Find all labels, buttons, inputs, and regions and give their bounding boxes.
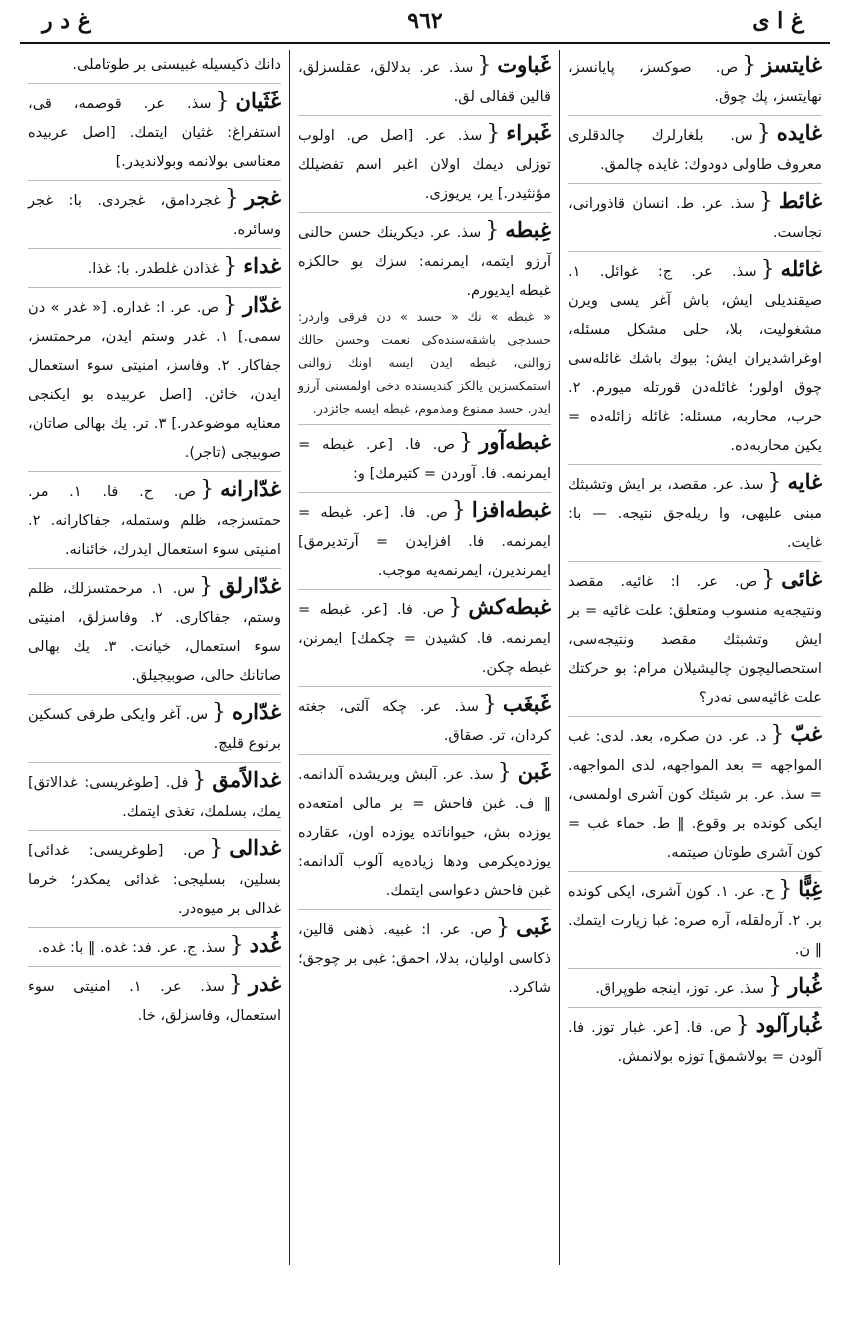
dictionary-entry: [568, 467, 822, 562]
entry-definition: سذ. ج. عر. فد: غده. ‖ با: غده.: [37, 939, 226, 956]
entry-brace: {: [742, 53, 757, 78]
entry-definition: ص. عر. ا: غداره. [« غدر » دن سمى.] ١. غدر وستم ايدن، مرحمتسز، جفاكار. ٢. وفاسز، امنيتى سوء استعمال ايدن، خائن. [اصل عربيده بو ايكنجى معنايه موضوعدر.] ٣. تر. يك بهالى صاتان، صوبيجى (تاجر).: [28, 299, 281, 461]
entry-headword: غدّاره: [232, 699, 281, 724]
entry-headword: غبطه‌آور: [479, 429, 551, 454]
dictionary-entry: [28, 474, 281, 569]
entry-brace: {: [477, 53, 492, 78]
entry-headword: غدالاًمق: [212, 767, 281, 792]
entry-brace: {: [770, 722, 785, 747]
entry-definition: سذ. عر. آلبش ويريشده آلدانمه. ‖ ف. غبن فاحش = بر مالى امتعه‌ده يوزده بش، حيواناتده يوزده اون، عقارده يوزده‌يكرمى ودها زياده‌يه آلوب آلدانمه: غبن فاحش دعواسى ايتمك.: [298, 766, 551, 899]
entry-headword: غداء: [243, 253, 281, 278]
entry-headword: غدالى: [229, 835, 281, 860]
entry-headword: غجر: [244, 185, 281, 210]
entry-headword: غَبى: [516, 914, 551, 939]
entry-brace: {: [756, 121, 771, 146]
header-letters-left: غ د ر: [42, 8, 91, 34]
dictionary-entry: [298, 427, 551, 493]
entry-headword: غايه: [787, 469, 822, 494]
entry-brace: {: [758, 189, 773, 214]
entry-definition: س. ١. مرحمتسزلك، ظلم وستم، جفاكارى. ٢. وفاسزلق، امنيتى سوء استعمال، خيانت. ٣. يك بهالى صاتانك حالى، صوبيجيلق.: [28, 580, 282, 684]
entry-headword: غِبًّا: [798, 876, 822, 901]
entry-definition: سذ. عر. چكه آلتى، جغته كردان، تر. صقاق.: [298, 698, 551, 744]
dictionary-entry: [298, 757, 551, 910]
entry-brace: {: [735, 1013, 750, 1038]
entry-brace: {: [229, 933, 244, 958]
entry-definition: ص. ح. فا. ١. مر. حمتسزجه، ظلم وستمله، جفاكارانه. ٢. امنيتى سوء استعمال ايدرك، خائنانه.: [28, 483, 281, 558]
entry-definition: سذ. عر. توز، اينجه طوپراق.: [595, 980, 765, 997]
entry-definition: س. آغر وايكى طرفى كسكين برنوع قليچ.: [28, 706, 281, 752]
entry-brace: {: [192, 768, 207, 793]
dictionary-entry: [28, 765, 281, 831]
entry-headword: غِبطه: [505, 217, 551, 242]
dictionary-entry: [28, 697, 281, 763]
entry-brace: {: [486, 121, 501, 146]
dictionary-entry: [568, 564, 822, 717]
entry-definition: سذ. عر. بدلالق، عقلسزلق، قالين قفالى لق.: [298, 59, 551, 105]
dictionary-entry: [298, 118, 551, 213]
entry-definition: ص. فا. [عر. غبطه = ايمرنمه. فا. كشيدن = چكمك] ايمرنن، غبطه چكن.: [298, 601, 551, 676]
dictionary-entry: [28, 86, 281, 181]
entry-brace: {: [459, 430, 474, 455]
dictionary-entry: [298, 689, 551, 755]
entry-brace: {: [212, 700, 227, 725]
entry-definition: ص. عر. ا: غبيه. ذهنى قالين، ذكاسى اوليان، بدلا، احمق: غبى بر چوجق؛ شاكرد.: [298, 921, 551, 996]
entry-brace: {: [200, 477, 215, 502]
entry-definition: سذ. عر. ج: غوائل. ١. صيقنديلى ايش، باش آغر يسى ويرن مشغوليت، بلا، حلى مشكل مسئله، اوغراشديران ايش: بيوك باشك غائله‌سى چوق اولور؛ غائله‌دن قورتله ميورم. ٢. حرب، محاربه، مسئله: غائله زائله‌ده = يكين محاربه‌ده.: [568, 263, 822, 454]
entry-note: « غبطه » نك « حسد » دن فرقى واردر: حسدجى باشقه‌سنده‌كى نعمت وحسن حالك زوالنى، غبطه ايدن ايسه اونك زوالنى استمكسزين يالكز كنديسنده دخى اولمسنى آرزو ايدر. حسد ممنوع ومذموم، غبطه ايسه جائزدر.: [298, 309, 551, 416]
entry-headword: غائط: [778, 188, 822, 213]
dictionary-entry: [568, 874, 822, 969]
column-middle: [290, 50, 560, 1265]
entry-definition: سذ. عر. مقصد، بر ايش وتشبثك مبنى عليهى، وا ريله‌جق نتيجه. — با: غايت.: [568, 476, 822, 551]
entry-headword: غدّارلق: [219, 573, 281, 598]
dictionary-entry: [28, 833, 281, 928]
entry-headword: غُدد: [249, 932, 281, 957]
entry-definition: د. عر. دن صكره، بعد. لدى: غب المواجهه = بعد المواجهه، لدى المواجهه. = سذ. عر. بر شيئك كون آشرى اولمسى، ايكى كونده بر وقوع. ‖ ط. حماء غب = كون آشرى طوتان صيتمه.: [568, 728, 822, 861]
entry-brace: {: [224, 186, 239, 211]
entry-headword: غُبار: [788, 973, 822, 998]
entry-definition: غذادن غلطدر. با: غذا.: [87, 260, 220, 277]
entry-headword: غائله: [780, 256, 822, 281]
page-number: ٩٦٢: [407, 8, 443, 34]
entry-definition: س. بلغارلرك چالدقلرى معروف طاولى دودوك: غايده چالمق.: [568, 127, 822, 173]
entry-headword: غَبراء: [506, 120, 551, 145]
dictionary-entry: [568, 719, 822, 872]
entry-brace: {: [497, 760, 512, 785]
entry-brace: {: [199, 574, 214, 599]
entry-headword: غبّ: [790, 721, 822, 746]
entry-brace: {: [496, 915, 511, 940]
dictionary-entry: [568, 254, 822, 465]
dictionary-entry: [28, 290, 281, 472]
entry-headword: غَثَيان: [235, 88, 281, 113]
entry-headword: غايده: [776, 120, 822, 145]
entry-definition: سذ. عر. ديكرينك حسن حالنى آرزو ايتمه، ايمرنمه: سزك بو حالكزه غبطه ايديورم.: [298, 224, 551, 299]
dictionary-entry: [298, 50, 551, 116]
header-letters-right: غ ا ى: [752, 8, 804, 34]
entry-definition: غجردامق، غجردى. با: غجر وسائره.: [28, 192, 281, 238]
entry-headword: غَبن: [517, 759, 551, 784]
dictionary-entry: [568, 50, 822, 116]
entry-definition: ص. فا. [عر. غبار توز. فا. آلودن = بولاشمق] توزه بولانمش.: [568, 1019, 822, 1065]
dictionary-entry: [568, 1010, 822, 1075]
entry-headword: غدّارانه: [220, 476, 281, 501]
entry-definition: ح. عر. ١. كون آشرى، ايكى كونده بر. ٢. آره‌لقله، آره صره: غبا زيارت ايتمك. ‖ ن.: [568, 883, 822, 958]
continued-text: دانك ذكيسيله غبيسنى بر طوتاملى.: [28, 50, 281, 84]
column-right: [560, 50, 830, 1265]
column-left: [20, 50, 290, 1265]
page-header: [20, 6, 830, 44]
entry-headword: غدر: [248, 971, 281, 996]
entry-definition: سذ. عر. [اصل ص. اولوب توزلى ديمك اولان اغبر اسم تفضيلك مؤنثيدر.] ير، يريوزى.: [298, 127, 551, 202]
dictionary-entry: [298, 495, 551, 590]
dictionary-entry: [568, 186, 822, 252]
dictionary-entry: [568, 118, 822, 184]
entry-brace: {: [209, 836, 224, 861]
entry-brace: {: [760, 257, 775, 282]
entry-brace: {: [223, 293, 238, 318]
dictionary-entry: [28, 183, 281, 249]
entry-headword: غُبارآلود: [755, 1012, 822, 1037]
entry-headword: غدّار: [243, 292, 281, 317]
entry-headword: غائى: [781, 566, 822, 591]
entry-definition: سذ. عر. ١. امنيتى سوء استعمال، وفاسزلق، خا.: [28, 978, 281, 1024]
entry-definition: ص. عر. ا: غائيه. مقصد ونتيجه‌يه منسوب ومتعلق: علت غائيه = بر ايش وتشبثك مقصد ونتيجه‌سى، استحصاليچون چاليشيلان مرام: بو حركتك علت غائيه‌سى نه‌در؟: [568, 573, 822, 706]
dictionary-entry: [298, 215, 551, 425]
dictionary-entry: [568, 971, 822, 1008]
entry-brace: {: [761, 567, 776, 592]
entry-headword: غَبغَب: [502, 691, 551, 716]
entry-definition: سذ. عر. ط. انسان قاذورانى، نجاست.: [568, 195, 822, 241]
entry-brace: {: [451, 498, 466, 523]
entry-brace: {: [228, 972, 243, 997]
entry-definition: فل. [طوغريسى: غدالاتق] يمك، بسلمك، تغذى ايتمك.: [28, 774, 281, 820]
entry-definition: ص. [طوغريسى: غدائى] بسلين، بسليجى: غدائى يمكدر؛ خرما غدالى بر ميوه‌در.: [28, 842, 281, 917]
entry-brace: {: [448, 595, 463, 620]
entry-brace: {: [778, 877, 793, 902]
entry-definition: ص. صوكسز، پايانسز، نهايتسز، پك چوق.: [568, 59, 822, 105]
dictionary-entry: [298, 912, 551, 1006]
dictionary-entry: [28, 969, 281, 1034]
entry-brace: {: [485, 218, 500, 243]
entry-headword: غَباوت: [497, 52, 551, 77]
dictionary-entry: [298, 592, 551, 687]
entry-brace: {: [482, 692, 497, 717]
entry-brace: {: [215, 89, 230, 114]
entry-definition: سذ. عر. قوصمه، قى، استفراغ: غثيان ايتمك. [اصل عربيده معناسى بولانمه وبولانديدر.]: [28, 95, 281, 170]
entry-headword: غايتسز: [762, 52, 822, 77]
entry-brace: {: [767, 470, 782, 495]
entry-brace: {: [768, 974, 783, 999]
dictionary-columns: [20, 50, 830, 1265]
dictionary-entry: [28, 251, 281, 288]
entry-headword: غبطه‌كش: [468, 594, 551, 619]
dictionary-entry: [28, 930, 281, 967]
entry-brace: {: [223, 254, 238, 279]
entry-definition: ص. فا. [عر. غبطه = ايمرنمه. فا. آوردن = كتيرمك] و:: [298, 436, 551, 482]
dictionary-entry: [28, 571, 281, 695]
entry-definition: ص. فا. [عر. غبطه = ايمرنمه. فا. افزايدن = آرتديرمق] ايمرنديرن، ايمرنمه‌يه موجب.: [298, 504, 551, 579]
entry-headword: غبطه‌افزا: [471, 497, 551, 522]
